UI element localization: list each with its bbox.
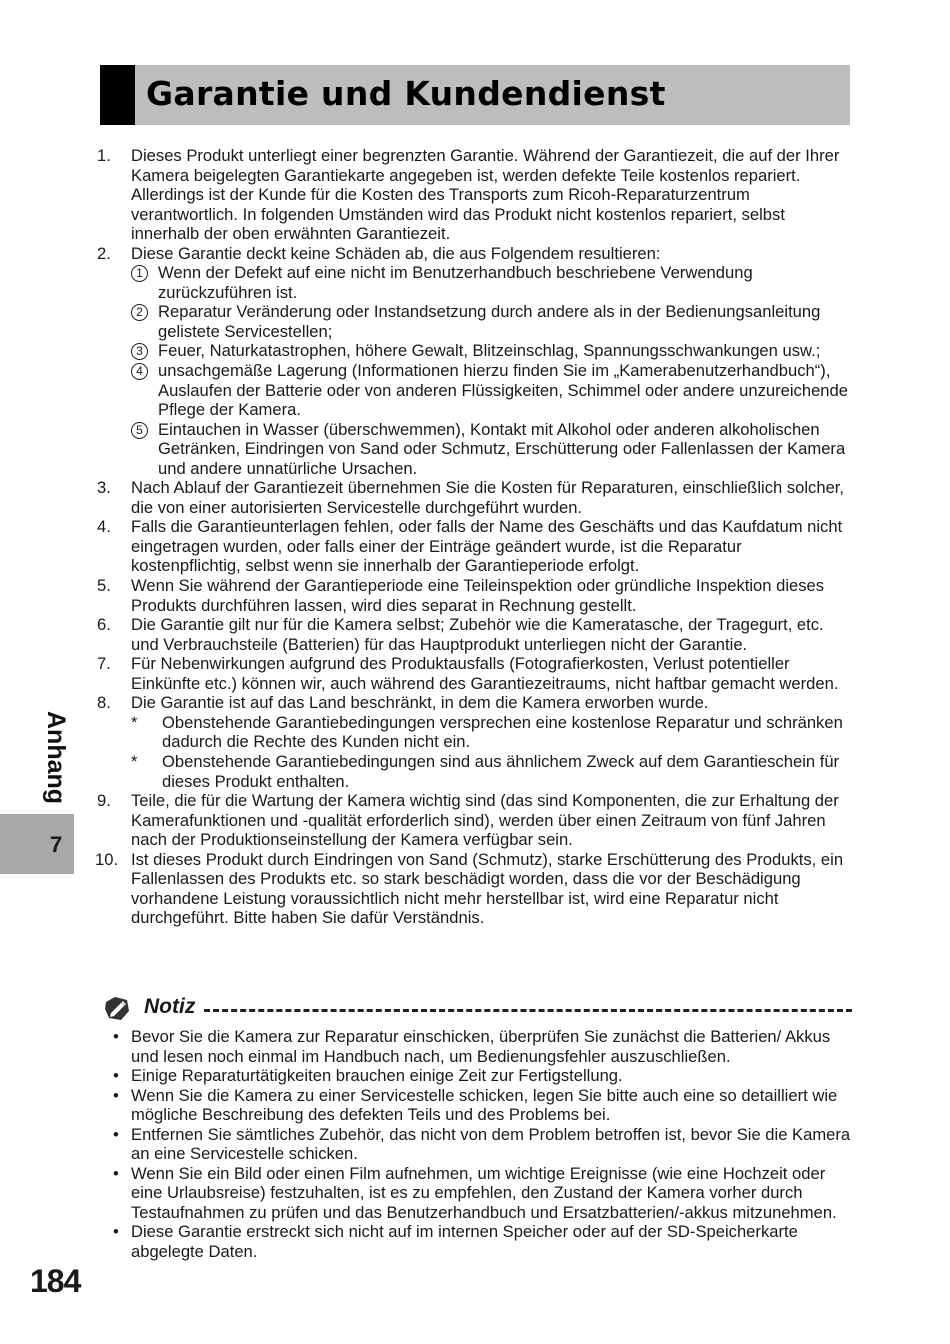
item-text: Ist dieses Produkt durch Eindringen von Sand (Schmutz), starke Erschütterung des Produkts, ein Fallenlassen des Produkts etc. so stark beschädigt worden, dass die vor der Beschädigung vorhandene Leistung voraussichtlich nicht mehr herstellbar ist, wird eine Reparatur nicht durchgeführt. Bitte haben Sie dafür Verständnis. (131, 849, 844, 928)
item-number: 5. (97, 576, 111, 596)
item-text: Wenn Sie während der Garantieperiode eine Teileinspektion oder gründliche Inspektion dieses Produkts durchführen lassen, wird dies separat in Rechnung gestellt. (131, 576, 825, 615)
item-number: 4. (97, 517, 111, 537)
list-item (97, 576, 855, 615)
item-text: Für Nebenwirkungen aufgrund des Produktausfalls (Fotografierkosten, Verlust potentieller Einkünfte etc.) können wir, auch während des Garantiezeitraums, nicht haftbar gemacht werden. (131, 654, 839, 693)
bullet-item (97, 1164, 855, 1223)
sub-item-text: Eintauchen in Wasser (überschwemmen), Kontakt mit Alkohol oder anderen alkoholischen Getränken, Eindringen von Sand oder Schmutz, Erschütterung oder Fallenlassen der Kamera und andere unnatürliche Ursachen. (158, 419, 846, 478)
sub-item-text: unsachgemäße Lagerung (Informationen hierzu finden Sie im „Kamerabenutzerhandbuch“), Auslaufen der Batterie oder von anderen Flüssigkeiten, Schimmel oder andere unzureichende Pflege der Kamera. (158, 361, 848, 420)
list-item (97, 654, 855, 693)
footnote-item (131, 713, 855, 752)
item-text: Teile, die für die Wartung der Kamera wichtig sind (das sind Komponenten, die zur Erhaltung der Kamerafunktionen und -qualität erforderlich sind), werden über einen Zeitraum von fünf Jahren nach der Produktionseinstellung der Kamera verfügbar sein. (131, 791, 839, 850)
list-item (97, 478, 855, 517)
item-text: Die Garantie ist auf das Land beschränkt, in dem die Kamera erworben wurde. (131, 693, 709, 713)
chapter-tab (0, 814, 74, 874)
bullet-text: Entfernen Sie sämtliches Zubehör, das nicht von dem Problem betroffen ist, bevor Sie die Kamera an eine Servicestelle schicken. (131, 1124, 851, 1164)
bullet-dot: • (113, 1066, 119, 1086)
sub-item (131, 361, 855, 420)
footnote-item (131, 752, 855, 791)
title-bar (100, 65, 850, 125)
item-text: Falls die Garantieunterlagen fehlen, oder falls der Name des Geschäfts und das Kaufdatum nicht eingetragen wurden, oder falls einer der Einträge geändert wurde, ist die Reparatur kostenpflichtig, selbst wenn sie innerhalb der Garantieperiode erfolgt. (131, 517, 843, 576)
title-accent-block (100, 65, 135, 125)
sub-item-text: Reparatur Veränderung oder Instandsetzung durch andere als in der Bedienungsanleitung gelistete Servicestellen; (158, 302, 821, 341)
item-number: 7. (97, 654, 111, 674)
warranty-list (97, 146, 855, 928)
page-title: Garantie und Kundendienst (146, 74, 666, 113)
item-text: Die Garantie gilt nur für die Kamera selbst; Zubehör wie die Kameratasche, der Tragegurt, etc. und Verbrauchsteile (Batterien) für das Hauptprodukt unterliegen nicht der Garantie. (131, 615, 824, 654)
list-item (97, 615, 855, 654)
bullet-dot: • (113, 1222, 119, 1242)
chapter-number: 7 (50, 832, 63, 857)
bullet-text: Wenn Sie ein Bild oder einen Film aufnehmen, um wichtige Ereignisse (wie eine Hochzeit oder eine Urlaubsreise) festzuhalten, ist es zu empfehlen, den Zustand der Kamera vorher durch Testaufnahmen zu prüfen und das Benutzerhandbuch und Ersatzbatterien/-akkus mitzunehmen. (131, 1163, 837, 1222)
bullet-dot: • (113, 1124, 119, 1144)
sub-item-text: Wenn der Defekt auf eine nicht im Benutzerhandbuch beschriebene Verwendung zurückzuführen ist. (158, 263, 753, 302)
bullet-text: Einige Reparaturtätigkeiten brauchen einige Zeit zur Fertigstellung. (131, 1066, 623, 1086)
asterisk-mark: * (131, 712, 138, 732)
bullet-dot: • (113, 1027, 119, 1046)
item-number: 1. (97, 146, 111, 165)
sub-item (131, 420, 855, 479)
bullet-text: Wenn Sie die Kamera zu einer Servicestelle schicken, legen Sie bitte auch eine so detailliert wie mögliche Beschreibung des defekten Teils und des Problems bei. (131, 1085, 838, 1125)
list-item (97, 517, 855, 576)
bullet-text: Diese Garantie erstreckt sich nicht auf im internen Speicher oder auf der SD-Speicherkarte abgelegte Daten. (131, 1222, 798, 1262)
notiz-bullets (97, 1027, 855, 1262)
asterisk-mark: * (131, 751, 138, 771)
item-text: Nach Ablauf der Garantiezeit übernehmen Sie die Kosten für Reparaturen, einschließlich solcher, die von einer autorisierten Servicestelle durchgeführt wurden. (131, 478, 845, 517)
bullet-item (97, 1086, 855, 1125)
section-tab-label: Anhang (42, 711, 70, 805)
circled-number: 4 (131, 363, 148, 380)
circled-number: 2 (131, 304, 148, 321)
item-number: 9. (97, 791, 111, 811)
item-number: 3. (97, 478, 111, 498)
item-number: 10. (95, 849, 119, 869)
dashed-divider (204, 1009, 852, 1012)
pencil-note-icon (102, 993, 132, 1023)
item-text: Dieses Produkt unterliegt einer begrenzten Garantie. Während der Garantiezeit, die auf der Ihrer Kamera beigelegten Garantiekarte angegeben ist, werden defekte Teile kostenlos repariert. Allerdings ist der Kunde für die Kosten des Transports zum Ricoh-Reparaturzentrum verantwortlich. In folgenden Umständen wird das Produkt nicht kostenlos repariert, selbst innerhalb der oben erwähnten Garantiezeit. (131, 146, 840, 244)
list-item (97, 146, 855, 244)
sub-item (131, 302, 855, 341)
footnote-text: Obenstehende Garantiebedingungen sind aus ähnlichem Zweck auf dem Garantieschein für dieses Produkt enthalten. (162, 751, 840, 791)
footnote-text: Obenstehende Garantiebedingungen versprechen eine kostenlose Reparatur und schränken dadurch die Rechte des Kunden nicht ein. (162, 712, 843, 752)
list-item (97, 693, 855, 791)
circled-number: 5 (131, 422, 148, 439)
bullet-item (97, 1066, 855, 1086)
bullet-dot: • (113, 1085, 119, 1105)
circled-number: 3 (131, 343, 148, 360)
item-number: 8. (97, 693, 111, 713)
sub-item (131, 341, 855, 361)
list-item (97, 791, 855, 850)
notiz-label: Notiz (144, 995, 196, 1018)
list-item (97, 850, 855, 928)
item-text: Diese Garantie deckt keine Schäden ab, die aus Folgendem resultieren: (131, 243, 661, 263)
sub-item (131, 263, 855, 302)
list-item (97, 244, 855, 479)
circled-number: 1 (131, 265, 148, 282)
bullet-item (97, 1027, 855, 1066)
page-number: 184 (30, 1263, 81, 1299)
bullet-dot: • (113, 1163, 119, 1183)
bullet-text: Bevor Sie die Kamera zur Reparatur einschicken, überprüfen Sie zunächst die Batterien/ Akkus und lesen noch einmal im Handbuch nach, um Bedienungsfehler auszuschließen. (131, 1027, 831, 1066)
item-number: 2. (97, 243, 111, 263)
bullet-item (97, 1222, 855, 1261)
bullet-item (97, 1125, 855, 1164)
item-number: 6. (97, 615, 111, 635)
sub-item-text: Feuer, Naturkatastrophen, höhere Gewalt, Blitzeinschlag, Spannungsschwankungen usw.; (158, 341, 821, 361)
notiz-header (100, 993, 852, 1023)
